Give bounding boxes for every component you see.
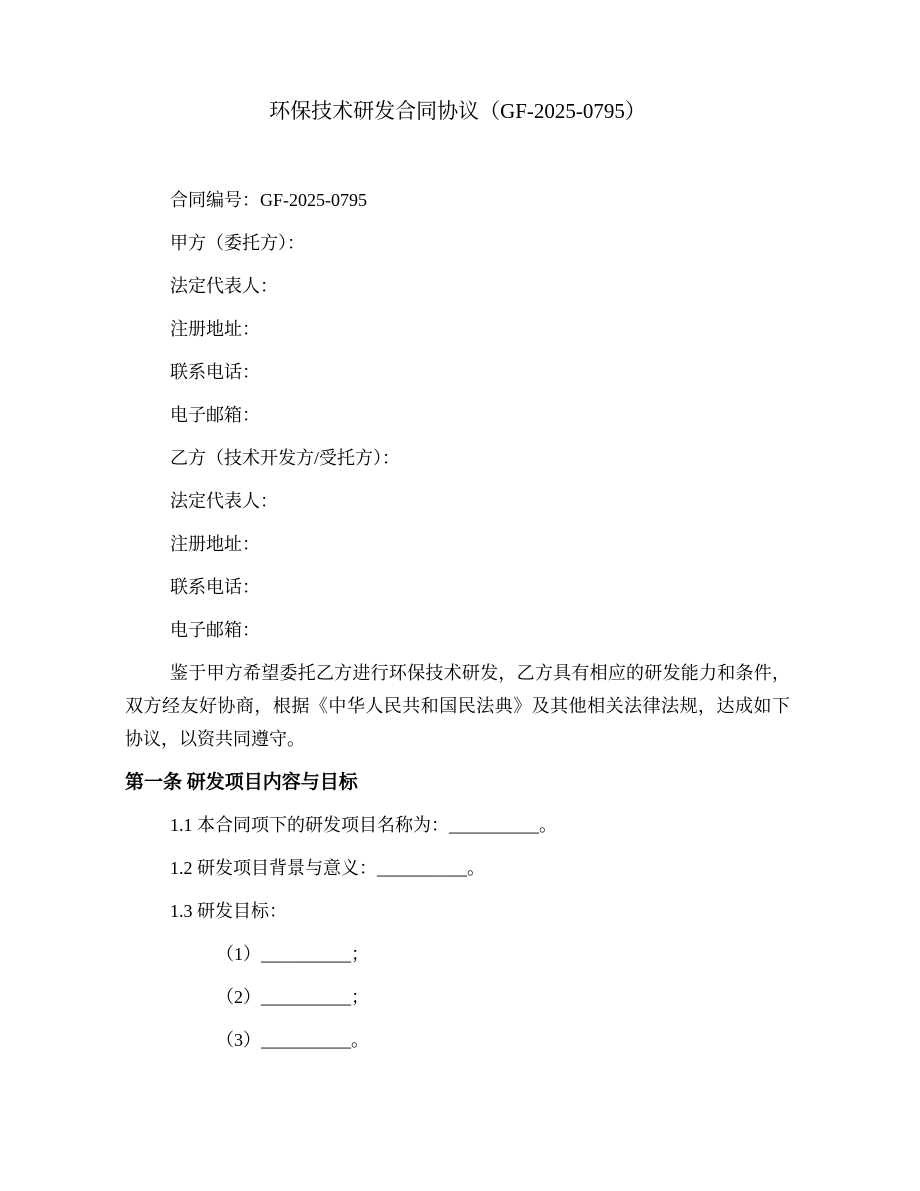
- clause-1-1: 1.1 本合同项下的研发项目名称为：__________。: [170, 815, 557, 835]
- section-1-heading: 第一条 研发项目内容与目标: [125, 772, 358, 793]
- party-b-phone: 联系电话：: [170, 577, 260, 597]
- party-b-header: 乙方（技术开发方/受托方）：: [170, 448, 400, 468]
- party-a-email: 电子邮箱：: [170, 405, 260, 425]
- clause-1-3-subitem-1: （1）__________；: [216, 944, 369, 964]
- clause-1-3-subitem-3: （3）__________。: [216, 1030, 369, 1050]
- preamble-paragraph: 鉴于甲方希望委托乙方进行环保技术研发，乙方具有相应的研发能力和条件，双方经友好协商，根据《中华人民共和国民法典》及其他相关法律法规，达成如下协议，以资共同遵守。: [125, 663, 790, 749]
- party-a-header: 甲方（委托方）：: [170, 233, 305, 253]
- clause-1-2: 1.2 研发项目背景与意义：__________。: [170, 858, 485, 878]
- clause-1-3-subitem-2: （2）__________；: [216, 987, 369, 1007]
- party-a-legal-representative: 法定代表人：: [170, 276, 278, 296]
- party-b-registered-address: 注册地址：: [170, 534, 260, 554]
- clause-1-3: 1.3 研发目标：: [170, 901, 287, 921]
- party-b-legal-representative: 法定代表人：: [170, 491, 278, 511]
- contract-number-line: 合同编号：GF-2025-0795: [170, 190, 367, 210]
- party-a-phone: 联系电话：: [170, 362, 260, 382]
- party-a-registered-address: 注册地址：: [170, 319, 260, 339]
- document-title: 环保技术研发合同协议（GF-2025-0795）: [269, 99, 646, 123]
- party-b-email: 电子邮箱：: [170, 620, 260, 640]
